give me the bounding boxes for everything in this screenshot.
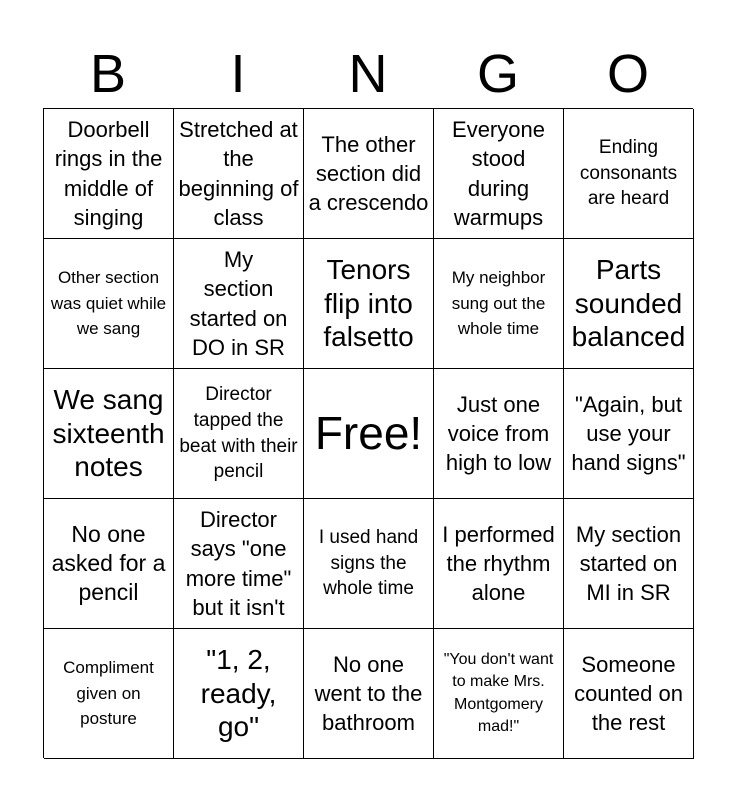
cell-text: I used hand signs the whole time [318,527,419,600]
cell-text: Parts sounded balanced [571,254,686,353]
bingo-cell-r1-c2[interactable] [304,239,434,369]
bingo-cell-r3-c1[interactable] [174,499,304,629]
bingo-cell-r4-c0[interactable] [44,629,174,759]
bingo-cell-r4-c3[interactable] [434,629,564,759]
cell-text: Just one voice from high to low [445,391,552,476]
bingo-cell-r3-c2[interactable] [304,499,434,629]
cell-text: We sang sixteenth notes [52,384,165,483]
cell-text: Ending consonants are heard [579,137,678,210]
bingo-cell-r0-c4[interactable] [564,109,694,239]
bingo-cell-r0-c1[interactable] [174,109,304,239]
bingo-cell-r1-c4[interactable] [564,239,694,369]
cell-text: My neighbor sung out the whole time [451,268,546,339]
bingo-cell-r2-c3[interactable] [434,369,564,499]
bingo-cell-r1-c0[interactable] [44,239,174,369]
bingo-cell-r3-c3[interactable] [434,499,564,629]
bingo-cell-r0-c2[interactable] [304,109,434,239]
header-letter-o: O [606,44,649,104]
cell-text: My section started on MI in SR [575,521,682,606]
cell-text: Director says "one more time" but it isn't [185,507,292,620]
cell-text: No one asked for a pencil [51,521,166,605]
cell-text: Stretched at the beginning of class [178,117,299,230]
cell-text: Director tapped the beat with their pencil [179,384,298,483]
bingo-cell-r3-c4[interactable] [564,499,694,629]
bingo-cell-r1-c3[interactable] [434,239,564,369]
cell-text: Other section was quiet while we sang [50,268,167,339]
header-letter-b: B [89,44,127,104]
bingo-cell-r4-c1[interactable] [174,629,304,759]
bingo-cell-free[interactable] [304,369,434,499]
bingo-cell-r2-c1[interactable] [174,369,304,499]
cell-text: I performed the rhythm alone [442,521,555,606]
cell-text: Free! [314,407,423,460]
cell-text: My section started on DO in SR [189,247,288,360]
header-letter-g: G [476,44,519,104]
bingo-cell-r2-c0[interactable] [44,369,174,499]
cell-text: Someone counted on the rest [574,651,683,736]
cell-text: The other section did a crescendo [308,131,429,216]
cell-text: No one went to the bathroom [314,651,423,736]
cell-text: "Again, but use your hand signs" [571,391,686,476]
header-letter-n: N [348,44,388,104]
bingo-cell-r3-c0[interactable] [44,499,174,629]
bingo-cell-r4-c4[interactable] [564,629,694,759]
bingo-cell-r0-c3[interactable] [434,109,564,239]
bingo-cell-r4-c2[interactable] [304,629,434,759]
cell-text: "You don't want to make Mrs. Montgomery mad!" [443,650,554,735]
cell-text: Doorbell rings in the middle of singing [54,117,163,230]
cell-text: "1, 2, ready, go" [200,644,277,743]
cell-text: Everyone stood during warmups [452,117,545,230]
cell-text: Tenors flip into falsetto [323,254,414,353]
bingo-cell-r1-c1[interactable] [174,239,304,369]
bingo-cell-r2-c4[interactable] [564,369,694,499]
bingo-cell-r0-c0[interactable] [44,109,174,239]
bingo-board [43,108,693,758]
header-letter-i: I [230,44,246,104]
cell-text: Compliment given on posture [63,658,154,729]
bingo-header [43,40,693,108]
